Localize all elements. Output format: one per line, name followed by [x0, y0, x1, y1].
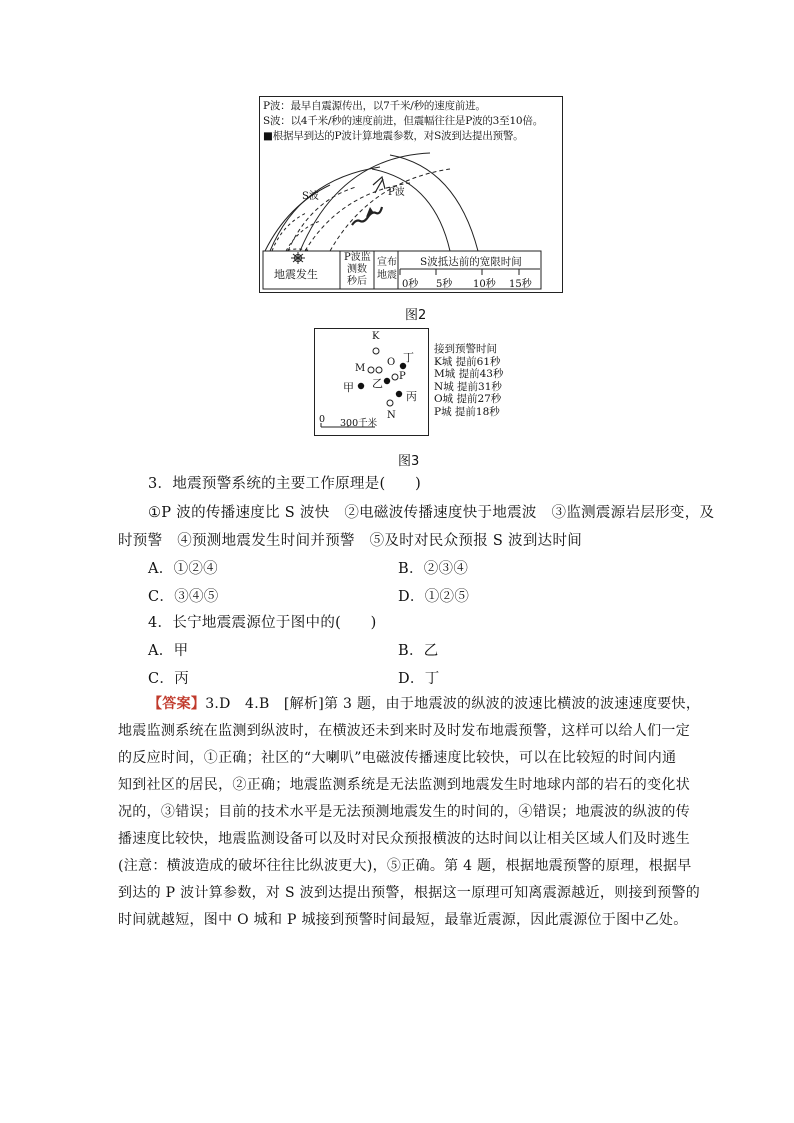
- legend-n: N城 提前31秒: [434, 380, 502, 393]
- answer-line: 到达的 P 波计算参数，对 S 波到达提出预警，根据这一原理可知离震源越近，则接到预警的: [118, 885, 701, 901]
- wavefront-line: [270, 167, 380, 251]
- q3-choice-b: B．②③④: [398, 561, 469, 577]
- tick-5: 5秒: [436, 279, 453, 290]
- scale-label: 300千米: [340, 418, 378, 429]
- grace-title: S波抵达前的宽限时间: [420, 256, 522, 268]
- answer-line: (注意：横波造成的破坏往往比纵波更大)，⑤正确。第 4 题，根据地震预警的原理，根据早: [118, 858, 692, 874]
- tick-15: 15秒: [509, 279, 532, 290]
- answer-first-text: 3.D 4.B [解析]第 3 题，由于地震波的纵波的波速比横波的波速速度要快，: [205, 696, 701, 712]
- city-m-marker: [368, 367, 374, 373]
- candidate-bing-marker: [396, 391, 402, 397]
- wavefront-line: [390, 155, 478, 251]
- q3-choice-d: D．①②⑤: [398, 589, 470, 605]
- p-wave-label: P波: [388, 187, 405, 198]
- label-jia: 甲: [343, 381, 354, 394]
- p-monitor-label: P波监 测数 秒后: [344, 252, 371, 287]
- answer-tag: 【答案】: [148, 696, 206, 712]
- p-wave-arrow: [373, 177, 385, 189]
- candidate-yi-marker: [384, 378, 390, 384]
- figure-3-map: [314, 328, 429, 436]
- q4-choice-a: A．甲: [148, 643, 189, 659]
- q3-stem: 3．地震预警系统的主要工作原理是( ): [148, 476, 422, 492]
- answer-line: 地震监测系统在监测到纵波时，在横波还未到来时及时发布地震预警，这样可以给人们一定: [118, 723, 690, 739]
- candidate-jia-marker: [358, 383, 364, 389]
- label-ding: 丁: [403, 351, 414, 364]
- wavefront-line: [372, 169, 450, 251]
- city-p-marker: [392, 374, 398, 380]
- quake-label: 地震发生: [274, 268, 318, 281]
- figure-2: [259, 96, 563, 293]
- q3-options-line-1: ①P 波的传播速度比 S 波快 ②电磁波传播速度快于地震波 ③监测震源岩层形变，及: [148, 505, 715, 521]
- scale-zero: 0: [319, 414, 326, 425]
- answer-line: 的反应时间，①正确；社区的“大喇叭”电磁波传播速度比较快，可以在比较短的时间内通: [118, 750, 677, 766]
- q4-choice-c: C．丙: [148, 671, 189, 687]
- q3-choice-c: C．③④⑤: [148, 589, 219, 605]
- announce-label: 宣布 地震: [377, 257, 397, 281]
- label-m: M: [355, 363, 366, 374]
- label-o: O: [387, 357, 396, 368]
- s-wave-label: S波: [302, 191, 319, 202]
- label-bing: 丙: [406, 390, 417, 403]
- q3-choice-a: A．①②④: [148, 561, 218, 577]
- q4-stem: 4．长宁地震震源位于图中的( ): [148, 615, 377, 631]
- city-k-marker: [373, 348, 379, 354]
- wavefront-dashed: [330, 169, 450, 251]
- header-line-3: ■根据早到达的P波计算地震参数，对S波到达提出预警。: [263, 130, 524, 142]
- answer-line: 播速度比较快，地震监测设备可以及时对民众预报横波的达时间以让相关区域人们及时逃生: [118, 831, 690, 847]
- header-line-1: P波：最早自震源传出，以7千米/秒的速度前进。: [263, 100, 486, 112]
- label-k: K: [372, 331, 380, 342]
- q4-choice-d: D．丁: [398, 671, 440, 687]
- q3-options-line-2: 时预警 ④预测地震发生时间并预警 ⑤及时对民众预报 S 波到达时间: [118, 533, 583, 549]
- wavefront-dashed: [288, 187, 356, 251]
- label-p: P: [399, 371, 406, 382]
- tick-0: 0秒: [402, 279, 419, 290]
- answer-line: 时间就越短，图中 O 城和 P 城接到预警时间最短，最靠近震源，因此震源位于图中乙处。: [118, 912, 688, 928]
- city-n-marker: [387, 400, 393, 406]
- answer-line: 知到社区的居民，②正确；地震监测系统是无法监测到地震发生时地球内部的岩石的变化状: [118, 777, 690, 793]
- tick-10: 10秒: [473, 279, 496, 290]
- legend-title: 接到预警时间: [434, 343, 497, 355]
- label-n: N: [387, 410, 396, 421]
- answer-first-line: [148, 693, 700, 713]
- city-o-marker: [376, 367, 382, 373]
- label-yi: 乙: [372, 377, 383, 390]
- figure-2-caption: 图2: [405, 308, 427, 323]
- answer-line: 况的，③错误；目前的技术水平是无法预测地震发生的时间的，④错误；地震波的纵波的传: [118, 804, 690, 820]
- legend-o: O城 提前27秒: [434, 393, 502, 406]
- warning-time-legend: [434, 343, 503, 419]
- legend-p: P城 提前18秒: [434, 405, 500, 418]
- figure-3-caption: 图3: [398, 454, 420, 469]
- wavefront-line: [300, 153, 430, 251]
- legend-k: K城 提前61秒: [434, 355, 501, 368]
- legend-m: M城 提前43秒: [434, 368, 504, 381]
- q4-choice-b: B．乙: [398, 643, 439, 659]
- header-line-2: S波：以4千米/秒的速度前进，但震幅往往是P波的3至10倍。: [263, 115, 544, 127]
